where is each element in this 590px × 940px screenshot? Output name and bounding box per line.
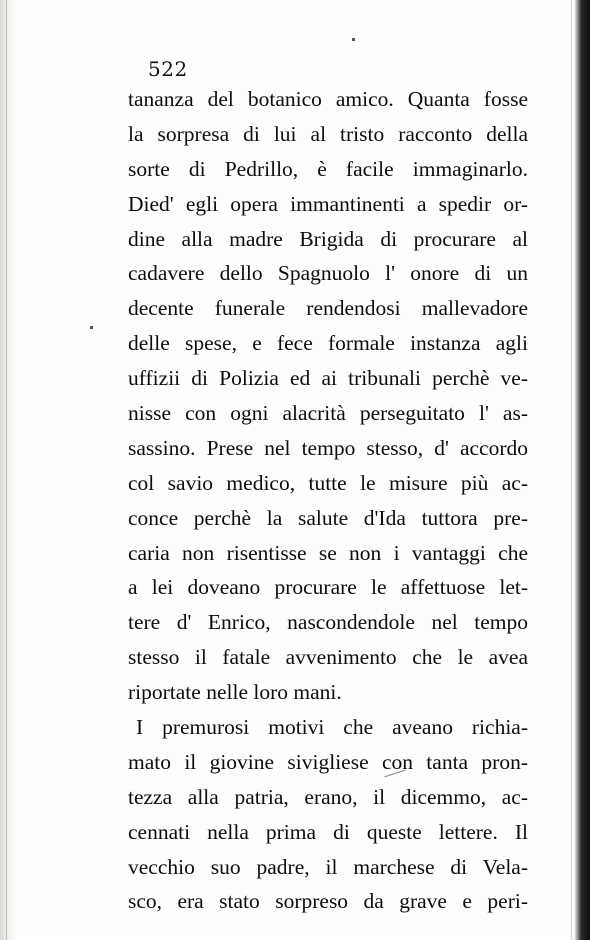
text-line: decente funerale rendendosi mallevadore — [128, 296, 528, 321]
body-text — [128, 82, 528, 919]
page-number: 522 — [148, 57, 188, 81]
text-line: uffizii di Polizia ed ai tribunali perchè ve- — [128, 366, 528, 391]
text-line: col savio medico, tutte le misure più ac- — [128, 470, 528, 495]
scan-right-border — [574, 0, 590, 940]
page-left-edge — [0, 0, 16, 940]
text-line: tananza del botanico amico. Quanta fosse — [128, 87, 528, 111]
text-line: nisse con ogni alacrità perseguitato l' as- — [128, 401, 528, 426]
text-line: Died' egli opera immantinenti a spedir or- — [128, 191, 528, 216]
text-line: sassino. Prese nel tempo stesso, d' accordo — [128, 435, 528, 460]
text-line: vecchio suo padre, il marchese di Vela- — [128, 854, 528, 879]
text-line: sco, era stato sorpreso da grave e peri- — [128, 889, 528, 914]
binding-line — [6, 0, 7, 940]
scan-speck — [90, 326, 93, 329]
text-line: stesso il fatale avvenimento che le avea — [128, 645, 528, 670]
text-line: conce perchè la salute d'Ida tuttora pre- — [128, 505, 528, 530]
text-line: sorte di Pedrillo, è facile immaginarlo. — [128, 156, 528, 181]
text-line: dine alla madre Brigida di procurare al — [128, 226, 528, 251]
text-line: riportate nelle loro mani. — [128, 680, 342, 705]
text-line: tezza alla patria, erano, il dicemmo, ac- — [128, 784, 528, 809]
text-line: caria non risentisse se non i vantaggi che — [128, 540, 528, 565]
page-right-margin-line — [571, 0, 572, 940]
text-line: cennati nella prima di queste lettere. Il — [128, 819, 528, 844]
text-line: mato il giovine sivigliese con tanta pron- — [128, 749, 528, 774]
text-line: tere d' Enrico, nascondendole nel tempo — [128, 610, 528, 635]
text-line: I premurosi motivi che aveano richia- — [136, 715, 528, 740]
text-line: la sorpresa di lui al tristo racconto della — [128, 121, 528, 146]
text-line: cadavere dello Spagnuolo l' onore di un — [128, 261, 528, 286]
text-line: a lei doveano procurare le affettuose let- — [128, 575, 528, 600]
scan-speck — [352, 38, 355, 41]
text-line: delle spese, e fece formale instanza agli — [128, 331, 528, 356]
